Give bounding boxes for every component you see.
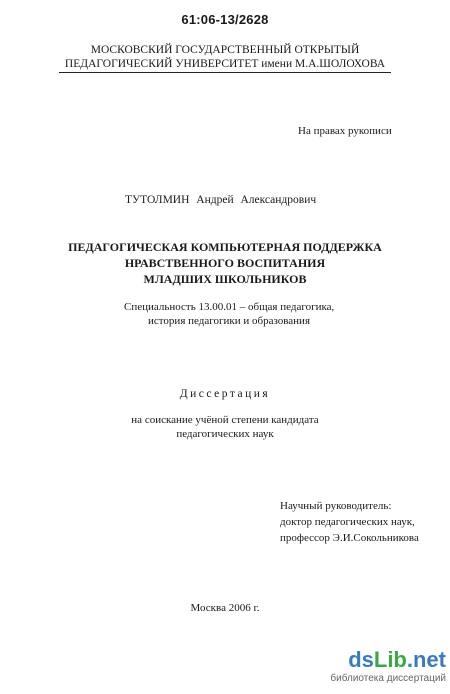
title-line-3: МЛАДШИХ ШКОЛЬНИКОВ [143,272,307,286]
title-line-1: ПЕДАГОГИЧЕСКАЯ КОМПЬЮТЕРНАЯ ПОДДЕРЖКА [68,240,382,254]
degree-line-2: педагогических наук [176,428,274,440]
logo-ds-text: ds [348,647,374,672]
dissertation-title [0,239,450,287]
degree-info [0,413,450,441]
manuscript-rights-note: На правах рукописи [298,125,392,137]
university-line-2: ПЕДАГОГИЧЕСКИЙ УНИВЕРСИТЕТ имени М.А.ШОЛОХОВА [59,57,391,73]
advisor-line-2: доктор педагогических наук, [280,516,415,528]
degree-line-1: на соискание учёной степени кандидата [131,414,319,426]
title-line-2: НРАВСТВЕННОГО ВОСПИТАНИЯ [124,256,326,270]
university-header [0,43,450,73]
author-name: ТУТОЛМИН Андрей Александрович [125,194,317,206]
city-year: Москва 2006 г. [190,602,260,614]
logo-net-text: .net [406,647,446,672]
watermark-subtitle: библиотека диссертаций [330,673,446,684]
specialty-line-2: история педагогики и образования [148,315,311,327]
dslib-watermark[interactable] [322,648,446,684]
document-type: Диссертация [179,388,271,400]
dslib-logo[interactable] [322,648,446,672]
university-line-1: МОСКОВСКИЙ ГОСУДАРСТВЕННЫЙ ОТКРЫТЫЙ [90,44,360,56]
archive-stamp: 61:06-13/2628 [181,12,269,27]
logo-lib-text: Lib [373,647,407,672]
advisor-line-1: Научный руководитель: [280,500,392,512]
specialty-line-1: Специальность 13.00.01 – общая педагогика, [124,301,335,313]
scientific-advisor [280,498,419,546]
advisor-line-3: профессор Э.И.Сокольникова [280,532,419,544]
specialty [124,300,334,328]
